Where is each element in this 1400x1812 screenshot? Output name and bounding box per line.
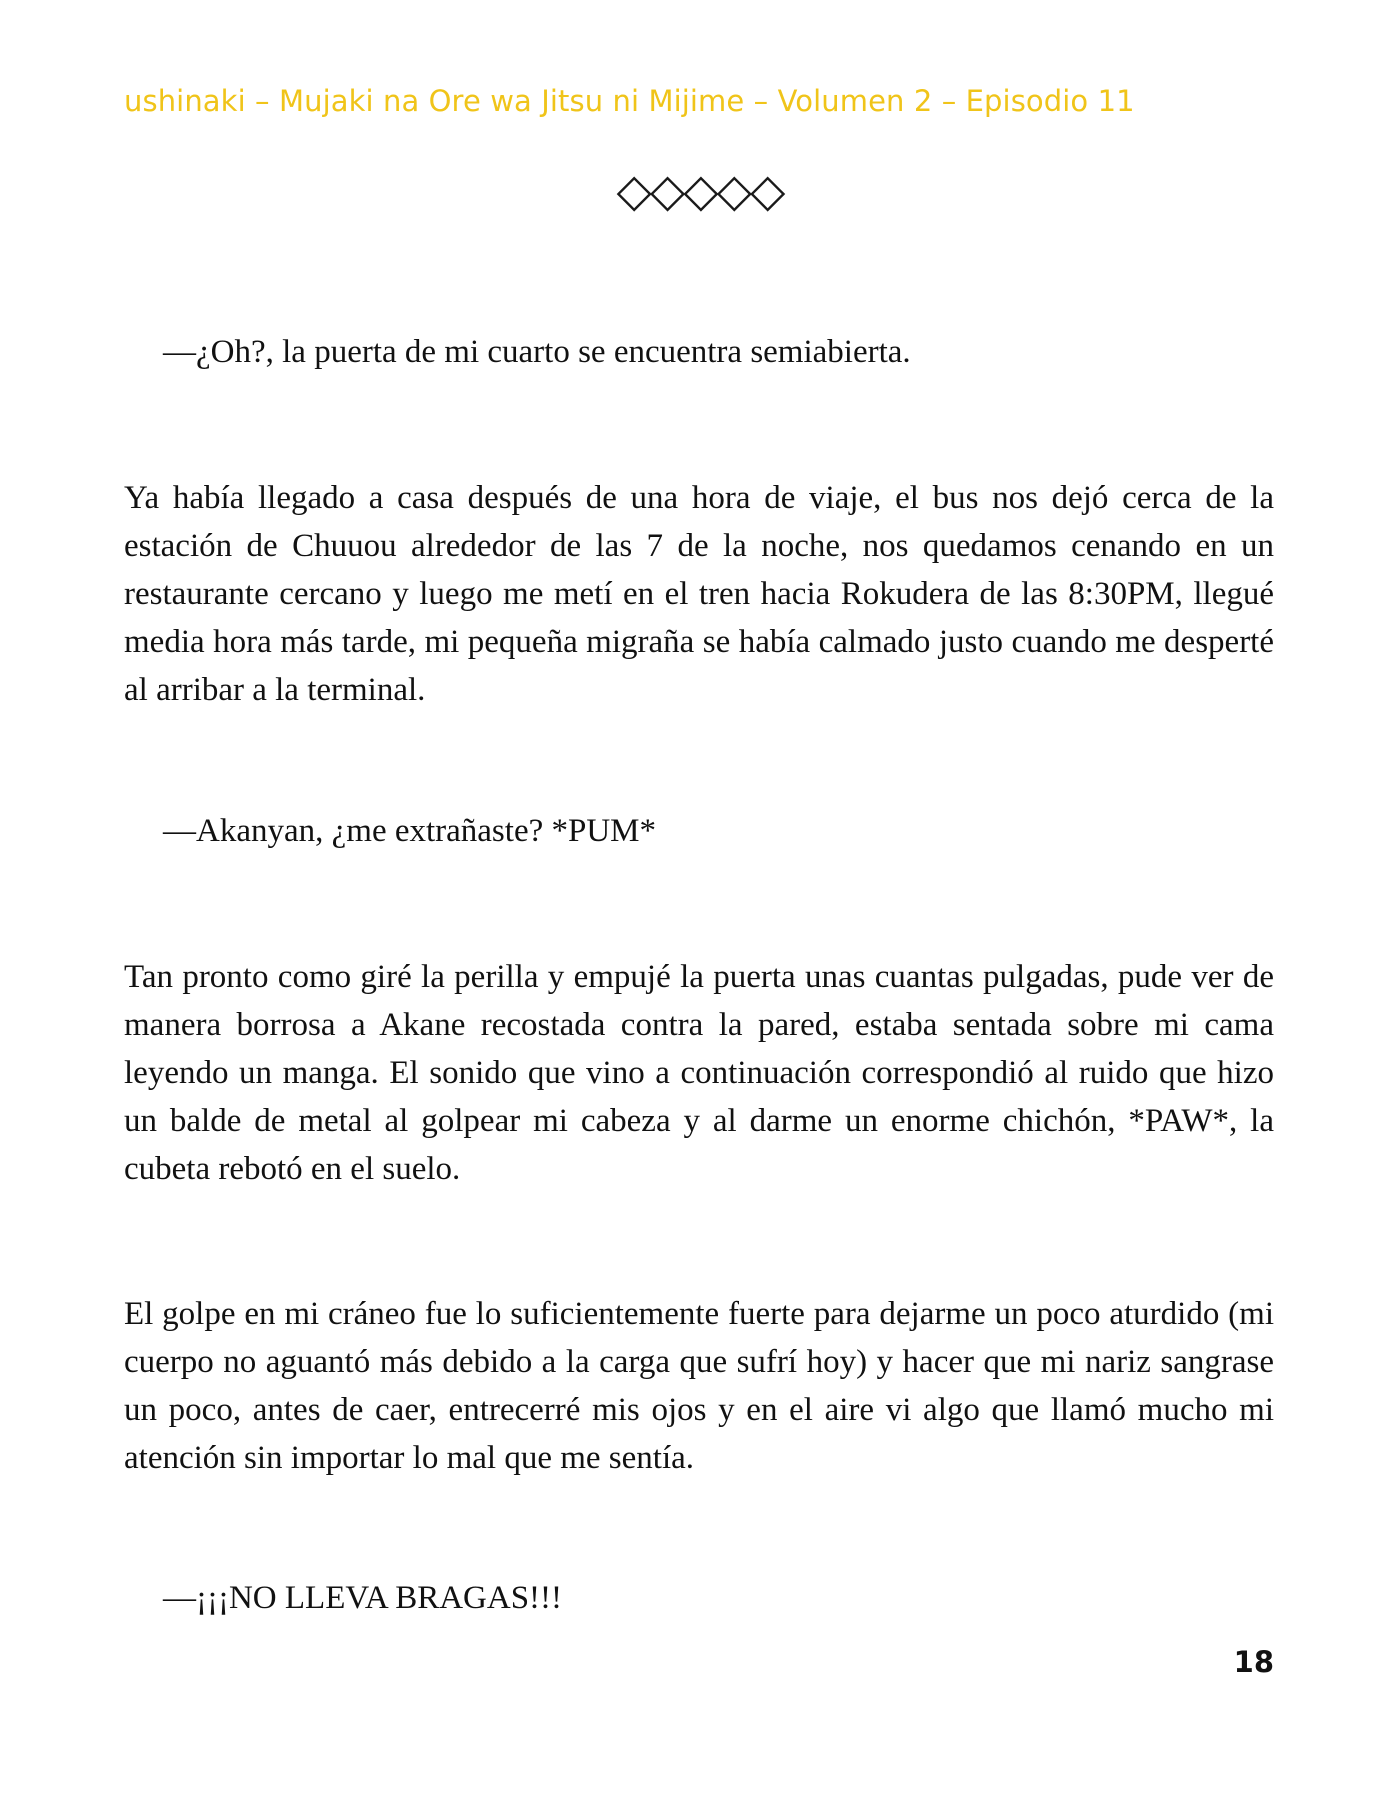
dialogue-line-2: —Akanyan, ¿me extrañaste? *PUM* — [163, 813, 657, 849]
page-number: 18 — [1233, 1645, 1274, 1679]
section-separator: ◇◇◇◇◇ — [616, 163, 784, 217]
paragraph-3: El golpe en mi cráneo fue lo suficientemente fuerte para dejarme un poco aturdido (mi cuerpo no aguantó más debido a la carga que sufrí hoy) y hacer que mi nariz sangrase un poco, antes de caer, entrecerré mis ojos y en el aire vi algo que llamó mucho mi atención sin importar lo mal que me sentía. — [124, 1296, 1274, 1476]
running-header: ushinaki – Mujaki na Ore wa Jitsu ni Mijime – Volumen 2 – Episodio 11 — [124, 84, 1135, 118]
paragraph-2: Tan pronto como giré la perilla y empujé la puerta unas cuantas pulgadas, pude ver de manera borrosa a Akane recostada contra la pared, estaba sentada sobre mi cama leyendo un manga. El sonido que vino a continuación correspondió al ruido que hizo un balde de metal al golpear mi cabeza y al darme un enorme chichón, *PAW*, la cubeta rebotó en el suelo. — [124, 959, 1274, 1187]
dialogue-line-1: —¿Oh?, la puerta de mi cuarto se encuentra semiabierta. — [163, 334, 911, 370]
dialogue-line-3: —¡¡¡NO LLEVA BRAGAS!!! — [163, 1580, 563, 1616]
paragraph-1: Ya había llegado a casa después de una hora de viaje, el bus nos dejó cerca de la estación de Chuuou alrededor de las 7 de la noche, nos quedamos cenando en un restaurante cercano y luego me metí en el tren hacia Rokudera de las 8:30PM, llegué media hora más tarde, mi pequeña migraña se había calmado justo cuando me desperté al arribar a la terminal. — [124, 480, 1274, 708]
